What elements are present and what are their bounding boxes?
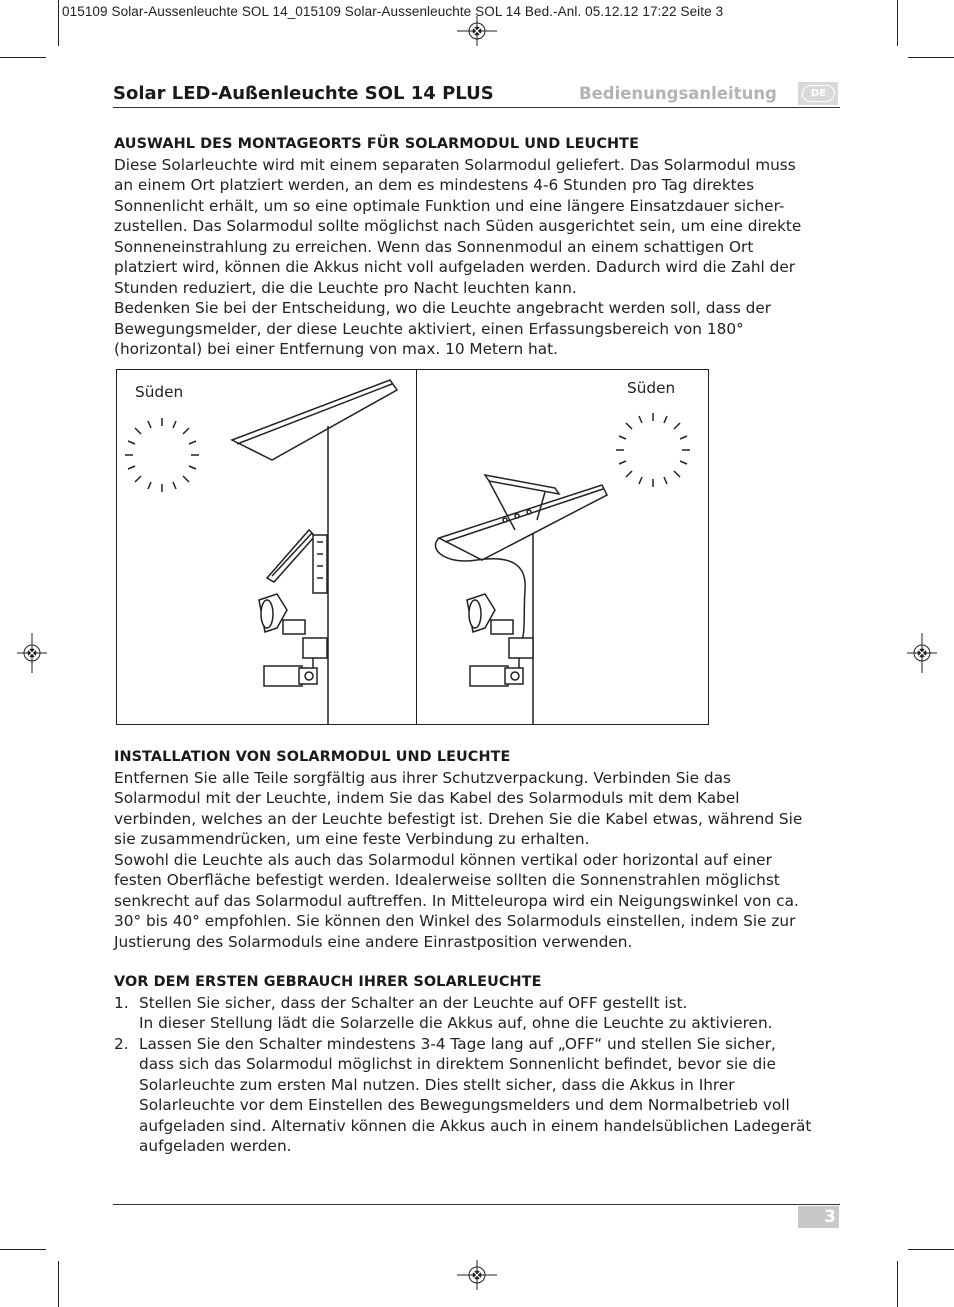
list-number: 1. xyxy=(114,993,129,1012)
paragraph-line: Entfernen Sie alle Teile sorgfältig aus ihrer Schutzverpackung. Verbinden Sie das xyxy=(114,768,731,787)
list-item xyxy=(114,993,839,1034)
paragraph-line: Bewegungsmelder, der diese Leuchte aktiviert, einen Erfassungsbereich von 180° xyxy=(114,319,744,338)
paragraph-line: Bedenken Sie bei der Entscheidung, wo die Leuchte angebracht werden soll, dass der xyxy=(114,299,772,317)
print-slug: 015109 Solar-Aussenleuchte SOL 14_015109 Solar-Aussenleuchte SOL 14 Bed.-Anl. 05.12.12 17:22 Seite 3 xyxy=(62,4,724,19)
label-south-left: Süden xyxy=(135,383,184,401)
list-line: aufgeladen werden. xyxy=(139,1137,292,1155)
paragraph-line: an einem Ort platziert werden, an dem es mindestens 4-6 Stunden pro Tag direktes xyxy=(114,176,755,194)
list-line: In dieser Stellung lädt die Solarzelle die Akkus auf, ohne die Leuchte zu aktivieren. xyxy=(139,1014,773,1032)
crop-mark xyxy=(0,1249,46,1250)
footer-rule xyxy=(113,1204,840,1205)
language-badge xyxy=(798,82,838,105)
paragraph-line: verbinden, welches an der Leuchte befestigt ist. Drehen Sie die Kabel etwas, während Sie xyxy=(114,809,803,828)
section-montageort xyxy=(114,134,839,360)
section-first-use xyxy=(114,972,839,1157)
paragraph-line: senkrecht auf das Solarmodul auftreffen. In Mitteleuropa wird ein Neigungswinkel von ca. xyxy=(114,891,799,910)
crop-mark xyxy=(0,57,46,58)
paragraph-line: sie zusammendrücken, um eine feste Verbindung zu erhalten. xyxy=(114,830,590,848)
section-heading: INSTALLATION VON SOLARMODUL UND LEUCHTE xyxy=(114,749,511,765)
list-line: Stellen Sie sicher, dass der Schalter an der Leuchte auf OFF gestellt ist. xyxy=(139,993,688,1012)
paragraph-line: Sonneneinstrahlung zu erreichen. Wenn das Sonnenmodul an einem schattigen Ort xyxy=(114,237,754,256)
page-subtitle: Bedienungsanleitung xyxy=(579,84,777,103)
paragraph-line: 30° bis 40° empfohlen. Sie können den Winkel des Solarmoduls einstellen, indem Sie zur xyxy=(114,912,796,930)
list-line: Solarleuchte vor dem Einstellen des Bewegungsmelders und dem Normalbetrieb voll xyxy=(139,1096,790,1114)
label-south-right: Süden xyxy=(627,379,676,397)
list-item xyxy=(114,1034,839,1157)
paragraph-line: festen Oberfläche befestigt werden. Idealerweise sollten die Sonnenstrahlen möglichst xyxy=(114,871,780,889)
paragraph-line: Solarmodul mit der Leuchte, indem Sie das Kabel des Solarmoduls mit dem Kabel xyxy=(114,789,740,807)
crop-mark xyxy=(908,1249,954,1250)
paragraph-line: Justierung des Solarmoduls eine andere Einrastposition verwenden. xyxy=(114,932,633,951)
section-installation xyxy=(114,747,839,952)
language-label: DE xyxy=(802,85,835,102)
paragraph-line: platziert wird, können die Akkus nicht voll aufgeladen werden. Dadurch wird die Zahl der xyxy=(114,258,796,276)
list-line: aufgeladen sind. Alternativ können die Akkus auch in einem handelsüblichen Ladegerät xyxy=(139,1116,812,1135)
crop-mark xyxy=(897,1261,898,1307)
registration-mark-icon xyxy=(17,633,47,673)
sun-icon xyxy=(417,370,708,724)
crop-mark xyxy=(58,0,59,46)
list-line: Solarleuchte zum ersten Mal nutzen. Dies stellt sicher, dass die Akkus in Ihrer xyxy=(139,1075,735,1094)
paragraph-line: Stunden reduziert, die die Leuchte pro Nacht leuchten kann. xyxy=(114,278,577,297)
paragraph-line: Diese Solarleuchte wird mit einem separaten Solarmodul geliefert. Das Solarmodul muss xyxy=(114,155,796,174)
paragraph-line: Sowohl die Leuchte als auch das Solarmodul können vertikal oder horizontal auf einer xyxy=(114,850,772,869)
registration-mark-icon xyxy=(457,16,497,46)
crop-mark xyxy=(897,0,898,46)
list-line: dass sich das Solarmodul möglichst in direktem Sonnenlicht befindet, bevor sie die xyxy=(139,1055,776,1073)
section-heading: AUSWAHL DES MONTAGEORTS FÜR SOLARMODUL UND LEUCHTE xyxy=(114,136,639,152)
list-line: Lassen Sie den Schalter mindestens 3-4 Tage lang auf „OFF“ und stellen Sie sicher, xyxy=(139,1034,776,1053)
crop-mark xyxy=(908,57,954,58)
crop-mark xyxy=(58,1261,59,1307)
mounting-illustration xyxy=(116,369,709,725)
page-number: 3 xyxy=(798,1206,839,1228)
sun-icon xyxy=(117,370,417,724)
paragraph-line: zustellen. Das Solarmodul sollte möglichst nach Süden ausgerichtet sein, um eine direkte xyxy=(114,217,802,235)
paragraph-line: (horizontal) bei einer Entfernung von max. 10 Metern hat. xyxy=(114,340,558,358)
registration-mark-icon xyxy=(907,633,937,673)
section-heading: VOR DEM ERSTEN GEBRAUCH IHRER SOLARLEUCHTE xyxy=(114,974,542,990)
page-title: Solar LED-Außenleuchte SOL 14 PLUS xyxy=(113,83,494,104)
list-number: 2. xyxy=(114,1034,129,1053)
header-rule xyxy=(113,107,840,108)
registration-mark-icon xyxy=(457,1260,497,1290)
paragraph-line: Sonnenlicht erhält, um so eine optimale Funktion und eine längere Einsatzdauer sicher- xyxy=(114,196,785,215)
